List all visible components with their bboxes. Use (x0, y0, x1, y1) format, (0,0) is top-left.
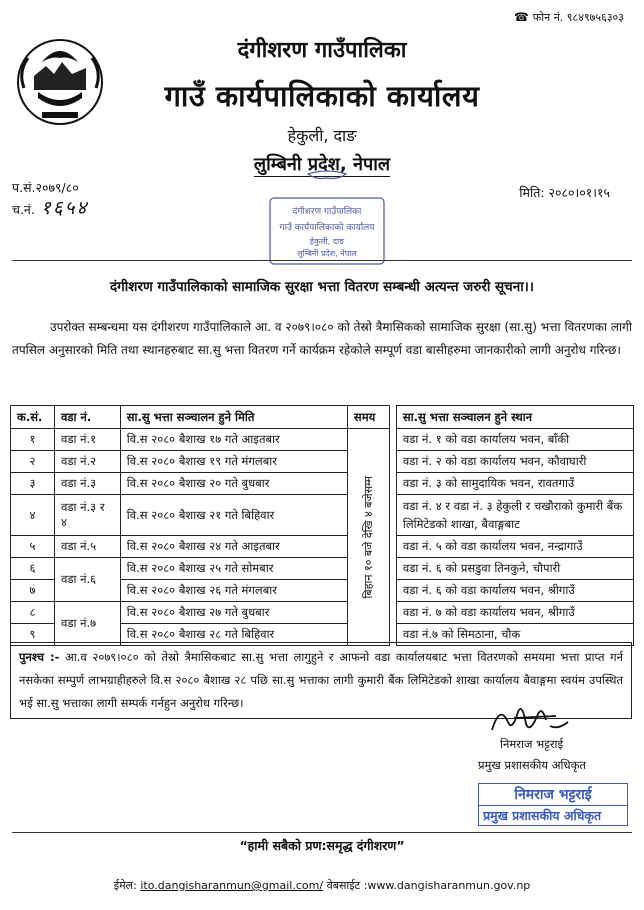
cell-place: वडा नं. ६ को वडा कार्यालय भवन, श्रीगाउँ (396, 580, 633, 602)
signatory-stamp-title: प्रमुख प्रशासकीय अधिकृत (479, 805, 627, 825)
province-line: लुम्बिनी प्रदेश, नेपाल (253, 154, 391, 175)
cell-date: वि.स २०८० बैशाख २७ गते बुधबार (120, 602, 347, 624)
header-divider (12, 260, 632, 261)
cell-ward: वडा नं.३ र ४ (54, 495, 120, 536)
email-link[interactable]: ito.dangisharanmun@gmail.com/ (140, 879, 324, 892)
table-row (11, 473, 634, 495)
header-sn: क.सं. (11, 406, 55, 429)
chalani-number: च.नं. १६५४ (12, 197, 89, 219)
header-date: सा.सु भत्ता सञ्चालन हुने मिति (120, 406, 347, 429)
cell-time: बिहान १० बजे देखि ४ बजेसम्म (347, 429, 389, 646)
stamp-line-2: गाउँ कार्यपालिकाको कार्यालय (279, 223, 375, 233)
cell-place: वडा नं. २ को वडा कार्यालय भवन, कौवाघारी (396, 451, 633, 473)
table-row (11, 495, 634, 536)
office-stamp (268, 168, 386, 268)
signatory-name: निमराज भट्टराई (500, 737, 564, 751)
cell-ward: वडा नं.३ (54, 473, 120, 495)
cell-date: वि.स २०८० बैशाख २५ गते सोमबार (120, 558, 347, 580)
office-address: हेकुली, दाङ (287, 126, 357, 145)
cell-place: वडा नं. ६ को प्रसडुवा तिनकुने, चौपारी (396, 558, 633, 580)
table-row (11, 558, 634, 580)
footer-contact (0, 878, 644, 893)
telephone-icon: ☎ (513, 10, 529, 24)
table-row (11, 429, 634, 451)
distribution-schedule-table (10, 405, 634, 646)
cell-sn: ७ (11, 580, 55, 602)
header-time: समय (347, 406, 389, 429)
signatory-stamp (478, 783, 628, 826)
cell-sn: १ (11, 429, 55, 451)
cell-ward: वडा नं.२ (54, 451, 120, 473)
cell-date: वि.स २०८० बैशाख २४ गते आइतबार (120, 536, 347, 558)
cell-date: वि.स २०८० बैशाख २१ गते बिहिवार (120, 495, 347, 536)
stamp-line-1: दंगीशरण गाउँपालिका (292, 207, 362, 217)
cell-date: वि.स २०८० बैशाख २८ गते बिहिवार (120, 624, 347, 646)
cell-date: वि.स २०८० बैशाख १९ गते मंगलबार (120, 451, 347, 473)
cell-sn: २ (11, 451, 55, 473)
cell-sn: ३ (11, 473, 55, 495)
cell-sn: ९ (11, 624, 55, 646)
cell-date: वि.स २०८० बैशाख २६ गते मंगलबार (120, 580, 347, 602)
table-row (11, 536, 634, 558)
cell-ward: वडा नं.५ (54, 536, 120, 558)
cell-sn: ६ (11, 558, 55, 580)
cell-place: वडा नं. ३ को सामुदायिक भवन, रावतगाउँ (396, 473, 633, 495)
reference-block (12, 178, 88, 220)
municipality-name: दंगीशरण गाउँपालिका (237, 38, 407, 63)
cell-sn: ८ (11, 602, 55, 624)
header-ward: वडा नं. (54, 406, 120, 429)
handwritten-signature (486, 700, 576, 738)
table-row (11, 451, 634, 473)
header-place: सा.सु भत्ता सञ्चालन हुने स्थान (396, 406, 633, 429)
notice-title: दंगीशरण गाउँपालिकाको सामाजिक सुरक्षा भत्ता वितरण सम्बन्धी अत्यन्त जरुरी सूचना।। (110, 279, 534, 295)
postscript-label: पुनश्च :- (19, 650, 60, 664)
signatory-title: प्रमुख प्रशासकीय अधिकृत (478, 758, 586, 772)
cell-place: वडा नं. ५ को वडा कार्यालय भवन, नन्द्रागाउँ (396, 536, 633, 558)
cell-ward: वडा नं.१ (54, 429, 120, 451)
footer-divider (12, 832, 632, 833)
postscript-text: आ.व २०७९।०८० को तेस्रो त्रैमासिकबाट सा.सु भत्ता लागुहुने र आफनो वडा कार्यालयबाट भत्ता वितरणको समयमा भत्ता प्राप्त गर्न नसकेका सम्पुर्ण लाभग्राहीहरुले वि.स २०८० बैशाख २८ पछि सा.सु भत्ताका लागी कुमारी बैंक लिमिटेडको शाखा कार्यालय बैवाङ्गमा स्वयंम उपस्थित भई सा.सु भत्ताका लागी सम्पर्क गर्नहुन अनुरोध गरिन्छ। (19, 650, 623, 710)
stamp-line-4: लुम्बिनी प्रदेश, नेपाल (297, 249, 357, 258)
website-label: वेबसाईट : (326, 879, 368, 892)
cell-place: वडा नं. ४ र वडा नं. ३ हेकुली र चखौराको कुमारी बैंक लिमिटेडको शाखा, बैवाङ्गबाट (396, 495, 633, 536)
column-gap (389, 406, 396, 429)
cell-date: वि.स २०८० बैशाख १७ गते आइतबार (120, 429, 347, 451)
email-label: ईमेल: (113, 879, 137, 892)
cell-sn: ५ (11, 536, 55, 558)
table-header-row (11, 406, 634, 429)
signatory-stamp-name: निमराज भट्टराई (514, 787, 592, 803)
footer-motto: “हामी सबैको प्रण:समृद्ध दंगीशरण” (239, 838, 405, 853)
patra-sankhya: प.सं.२०७९/८० (12, 180, 79, 195)
cell-place: वडा नं. ७ को वडा कार्यालय भवन, श्रीगाउँ (396, 602, 633, 624)
cell-ward: वडा नं.६ (54, 558, 120, 602)
phone-number: ☎ फोन नं. ९८४९७५६३०३ (513, 10, 624, 24)
cell-sn: ४ (11, 495, 55, 536)
cell-date: वि.स २०८० बैशाख २० गते बुधबार (120, 473, 347, 495)
cell-ward: वडा नं.७ (54, 602, 120, 646)
column-gap (389, 429, 396, 646)
table-row (11, 602, 634, 624)
cell-place: वडा नं.७ को सिमठाना, चौक (396, 624, 633, 646)
website-link[interactable]: www.dangisharanmun.gov.np (367, 879, 531, 892)
stamp-line-3: हेकुली, दाङ (309, 237, 345, 246)
office-name: गाउँ कार्यपालिकाको कार्यालय (164, 79, 480, 113)
notice-paragraph: उपरोक्त सम्बन्धमा यस दंगीशरण गाउँपालिकाले आ. व २०७९।०८० को तेस्रो त्रैमासिकको सामाजिक सुरक्षा (सा.सु) भत्ता वितरणका लागी तपसिल अनुसारको मिति तथा स्थानहरुबाट सा.सु भत्ता वितरण गर्ने कार्यक्रम रहेकोले सम्पूर्ण वडा बासीहरुमा जानकारीको लागी अनुरोध गरिन्छ। (12, 320, 632, 357)
notice-date: मिति: २०८०।०१।१५ (519, 185, 610, 200)
cell-place: वडा नं. १ को वडा कार्यालय भवन, बाँकी (396, 429, 633, 451)
